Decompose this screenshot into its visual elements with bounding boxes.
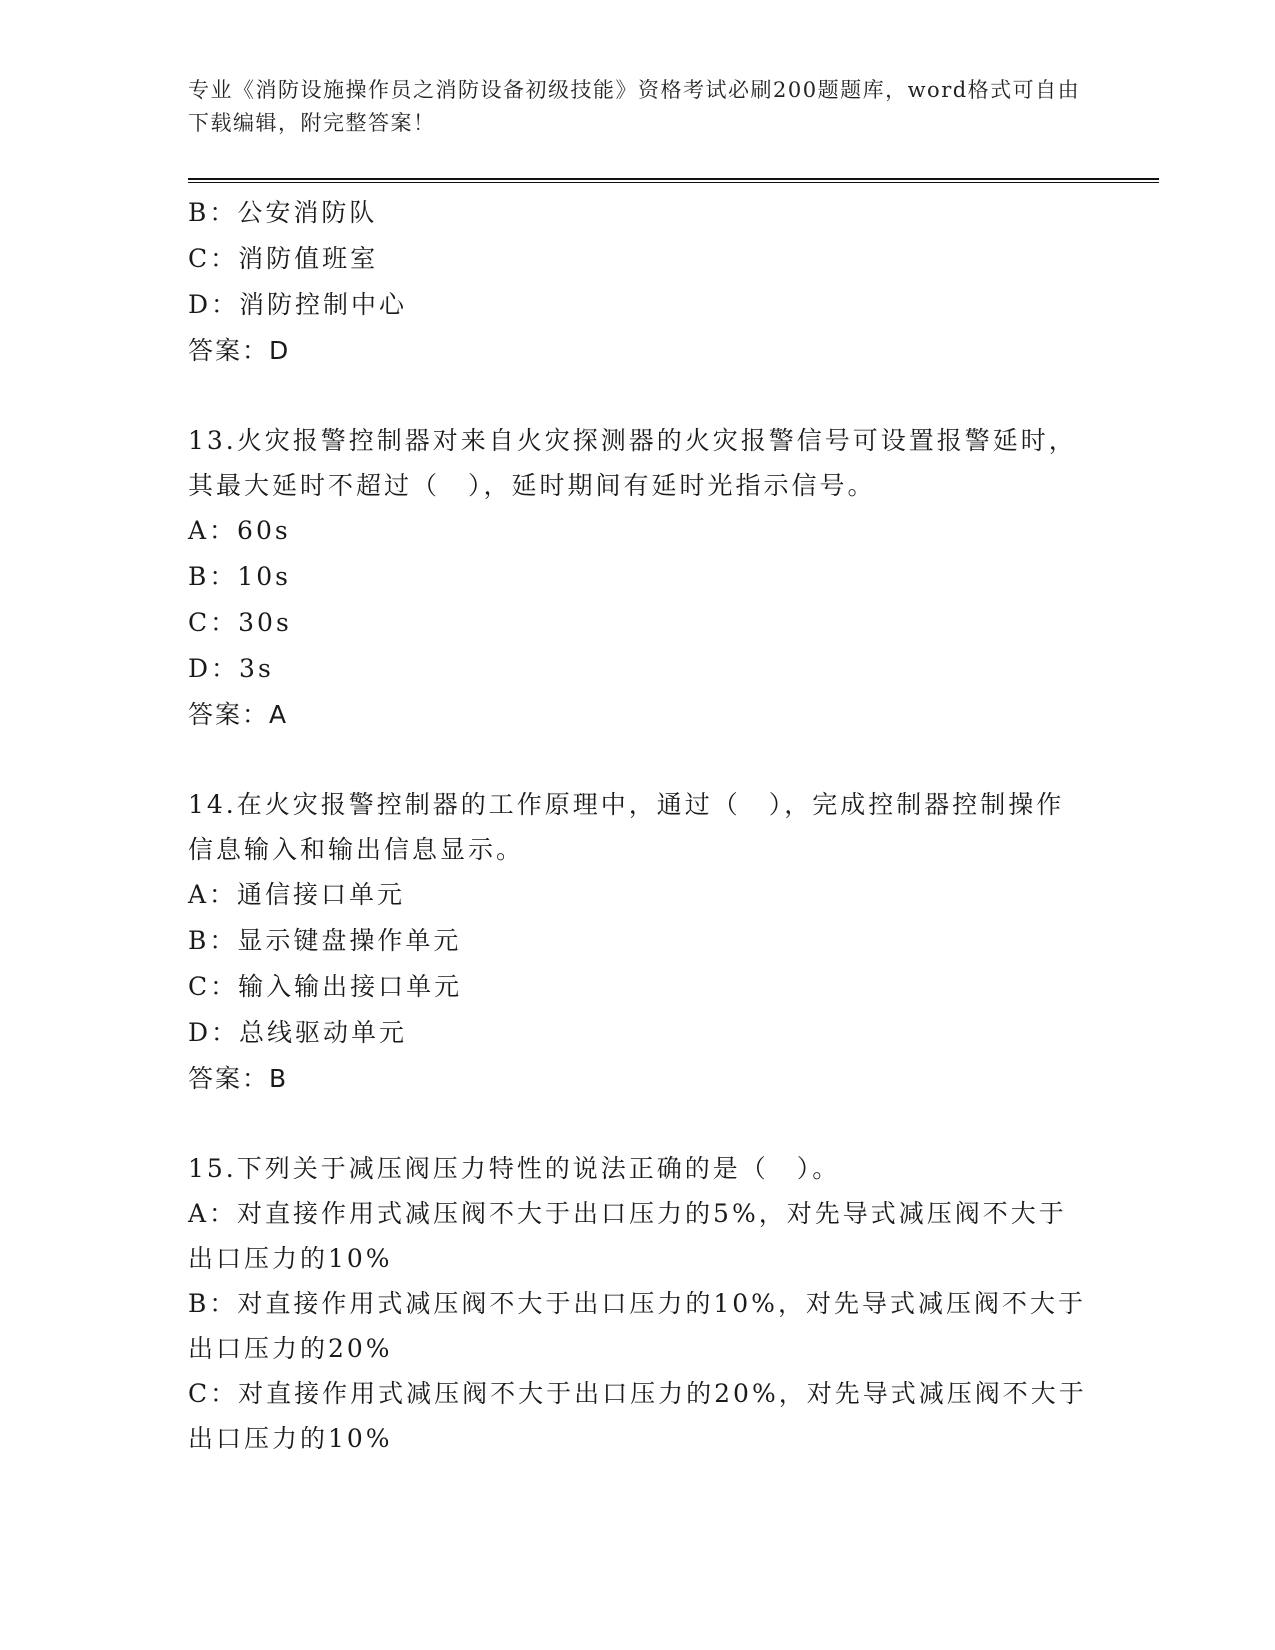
question-14 [188,782,1088,1102]
option-b: B：公安消防队 [188,198,378,227]
question-15 [188,1146,1088,1461]
answer-line: 答案：B [188,1064,289,1093]
option-a: A：对直接作用式减压阀不大于出口压力的5%，对先导式减压阀不大于出口压力的10% [188,1199,1067,1273]
option-b: B：显示键盘操作单元 [188,926,462,955]
header-title: 专业《消防设施操作员之消防设备初级技能》资格考试必刷200题题库，word格式可自由下载编辑，附完整答案！ [188,78,1081,135]
answer-line: 答案：A [188,700,289,729]
answer-line: 答案：D [188,336,291,365]
option-c: C：消防值班室 [188,244,379,273]
question-stem: 13.火灾报警控制器对来自火灾探测器的火灾报警信号可设置报警延时，其最大延时不超过（ ），延时期间有延时光指示信号。 [188,426,1077,500]
option-a: A：通信接口单元 [188,880,406,909]
header-divider [188,178,1159,183]
option-c: C：30s [188,608,292,637]
option-d: D：总线驱动单元 [188,1018,408,1047]
question-list [188,190,1088,1461]
option-c: C：对直接作用式减压阀不大于出口压力的20%，对先导式减压阀不大于出口压力的10% [188,1379,1087,1453]
question-12-continued [188,190,1088,374]
option-b: B：10s [188,562,292,591]
option-a: A：60s [188,516,291,545]
document-header [188,74,1088,140]
option-c: C：输入输出接口单元 [188,972,463,1001]
option-b: B：对直接作用式减压阀不大于出口压力的10%，对先导式减压阀不大于出口压力的20% [188,1289,1086,1363]
question-stem: 14.在火灾报警控制器的工作原理中，通过（ ），完成控制器控制操作信息输入和输出信息显示。 [188,790,1065,864]
question-13 [188,418,1088,738]
question-stem: 15.下列关于减压阀压力特性的说法正确的是（ ）。 [188,1154,841,1183]
option-d: D：3s [188,654,274,683]
option-d: D：消防控制中心 [188,290,408,319]
